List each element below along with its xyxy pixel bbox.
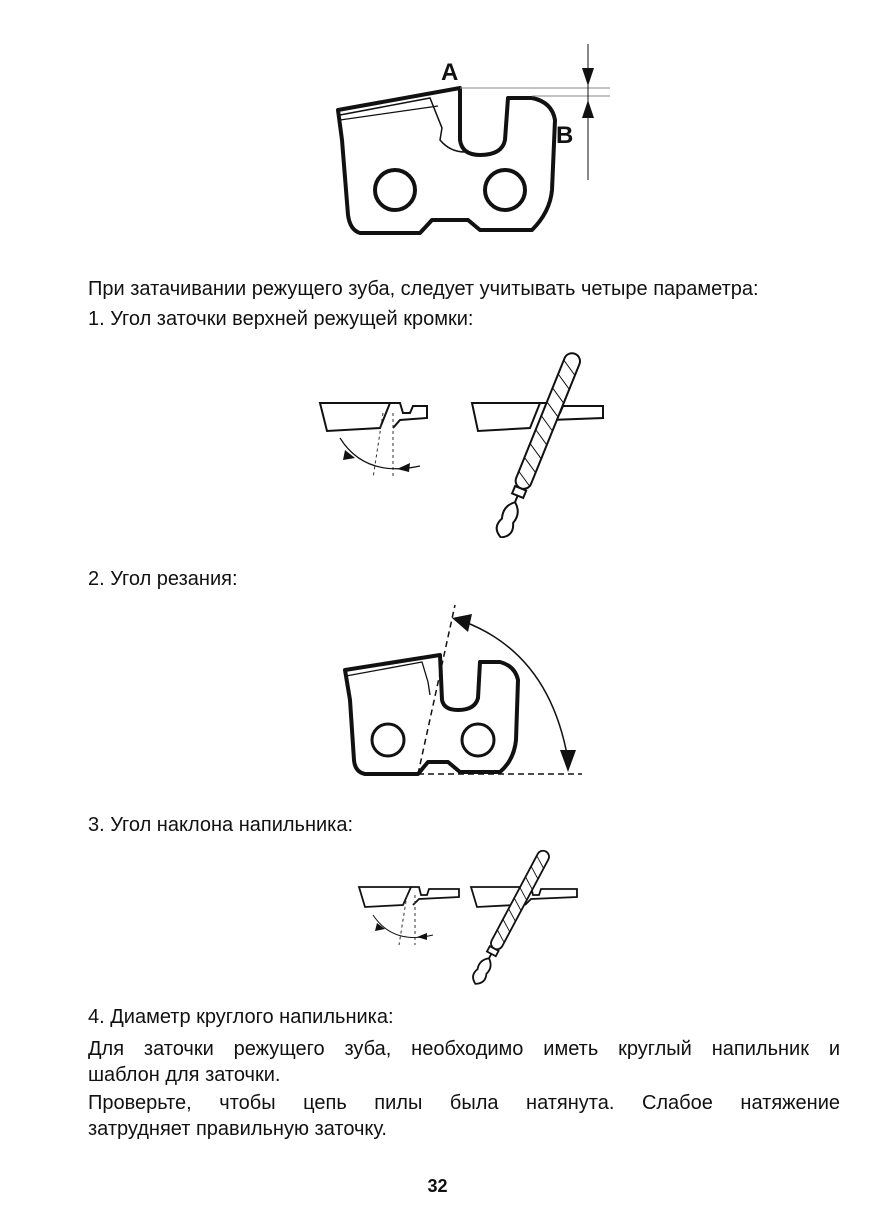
- arc-arrow-bottom: [560, 750, 576, 772]
- rivet-hole-left-2: [372, 724, 404, 756]
- cutting-angle-dashed-line: [418, 605, 455, 774]
- item-1-heading: 1. Угол заточки верхней режущей кромки:: [88, 308, 474, 330]
- cutting-angle-figure: [330, 600, 600, 785]
- para2-line1: Проверьте, чтобы цепь пилы была натянута. Слабое натяжение: [88, 1092, 840, 1114]
- chain-tension-paragraph: [88, 1090, 840, 1142]
- top-plate-angle-figure: [315, 348, 615, 538]
- para1-line1: Для заточки режущего зуба, необходимо иметь круглый напильник и: [88, 1038, 840, 1060]
- angle-arrow-right: [397, 463, 410, 472]
- depth-arrow-up: [582, 100, 594, 118]
- label-b: B: [556, 122, 574, 149]
- tilt-arrow-right: [417, 933, 427, 940]
- rivet-hole-left: [375, 170, 415, 210]
- tooth-depth-figure: [320, 40, 620, 250]
- rivet-hole-right: [485, 170, 525, 210]
- round-file: [493, 351, 582, 538]
- tilt-guide-left: [399, 895, 407, 945]
- sharpening-tools-paragraph: [88, 1036, 840, 1088]
- round-file-small: [470, 849, 551, 987]
- depth-arrow-down: [582, 68, 594, 86]
- para1-line2: шаблон для заточки.: [88, 1064, 281, 1086]
- item-3-heading: 3. Угол наклона напильника:: [88, 814, 354, 836]
- angle-arrow-left: [343, 450, 355, 460]
- rivet-hole-right-2: [462, 724, 494, 756]
- tilt-arc: [373, 915, 433, 938]
- item-4-heading: 4. Диаметр круглого напильника:: [88, 1006, 394, 1028]
- page-number: 32: [427, 1176, 448, 1196]
- label-a: A: [441, 59, 459, 86]
- intro-text: При затачивании режущего зуба, следует учитывать четыре параметра:: [88, 278, 759, 300]
- tooth-side-view-left: [320, 403, 427, 431]
- arc-arrow-top: [452, 614, 472, 632]
- para2-line2: затрудняет правильную заточку.: [88, 1118, 387, 1140]
- item-2-heading: 2. Угол резания:: [88, 568, 238, 590]
- file-tilt-figure: [355, 845, 585, 990]
- tooth-side-view-left-small: [359, 887, 459, 907]
